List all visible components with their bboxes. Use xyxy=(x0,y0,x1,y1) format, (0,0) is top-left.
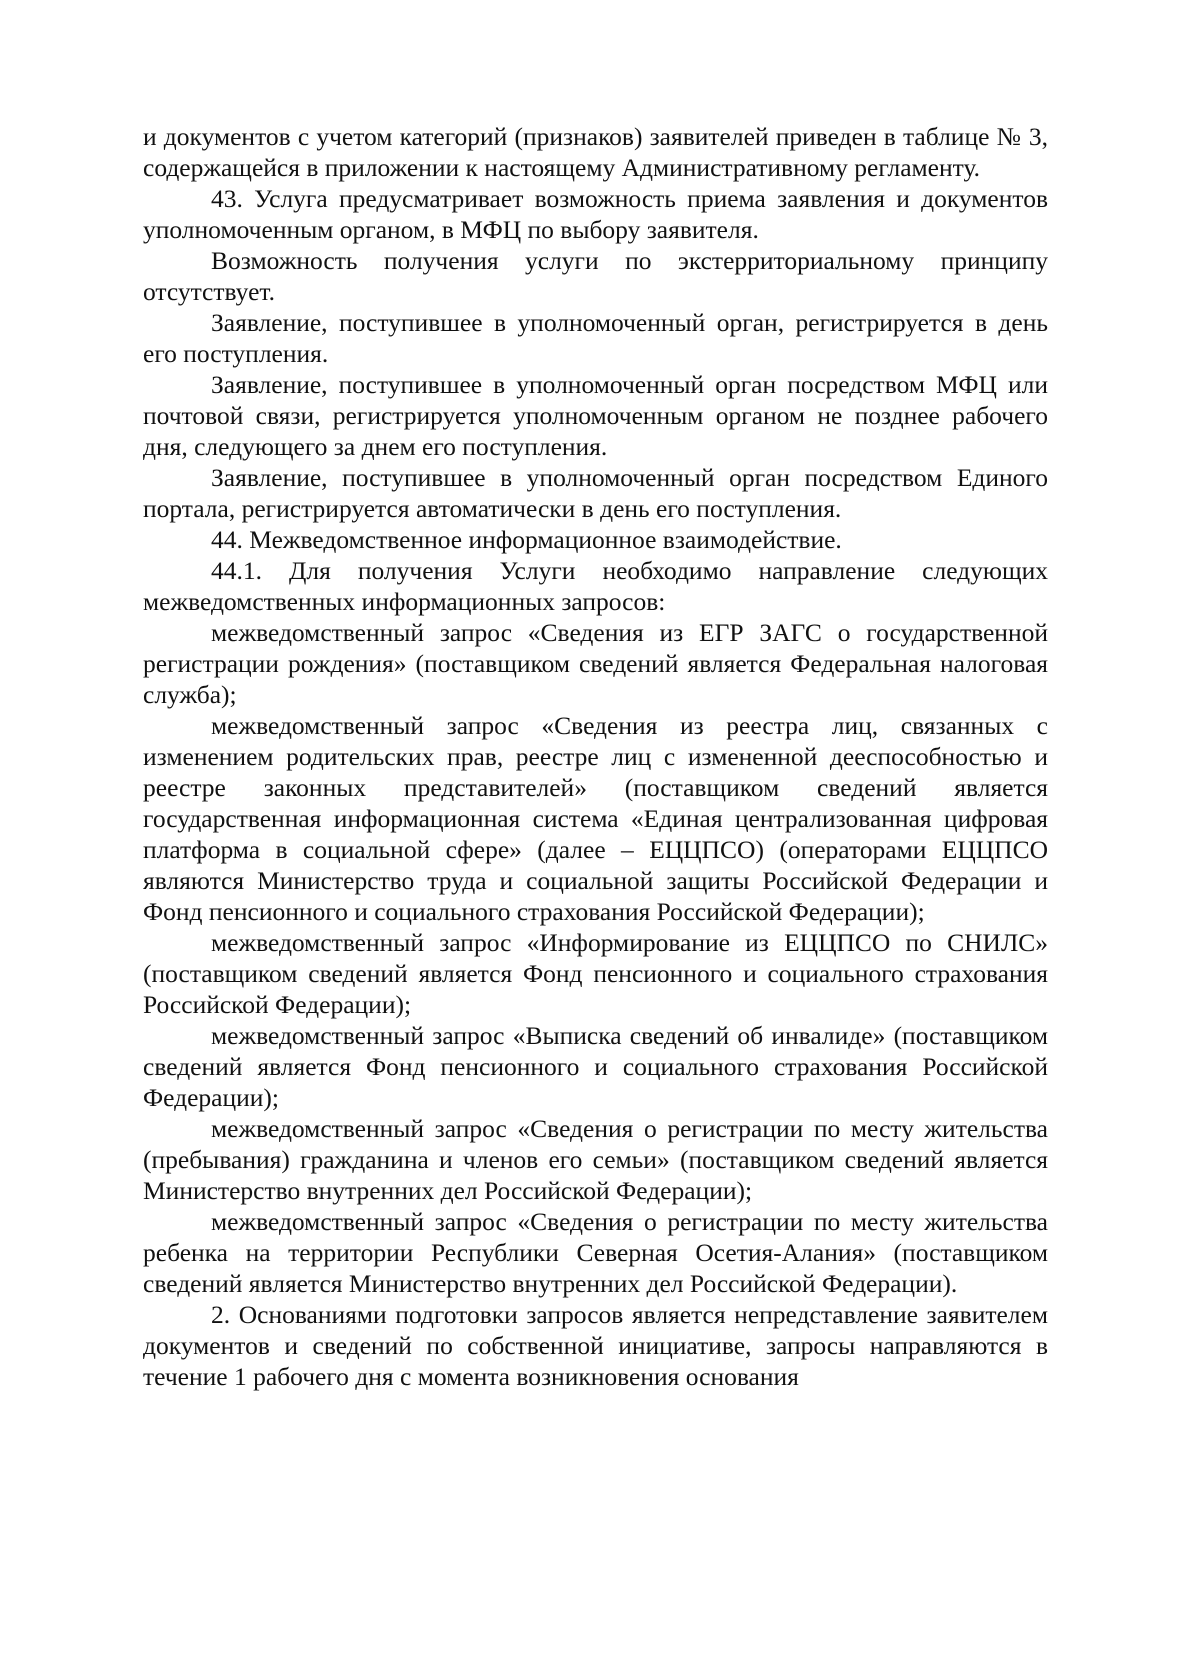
paragraph-registration-mfc: Заявление, поступившее в уполномоченный орган посредством МФЦ или почтовой связи, регистрируется уполномоченным органом не позднее рабочего дня, следующего за днем его поступления. xyxy=(143,370,1048,461)
paragraph-44-1: 44.1. Для получения Услуги необходимо направление следующих межведомственных информационных запросов: xyxy=(143,556,1048,616)
paragraph-registration-portal: Заявление, поступившее в уполномоченный орган посредством Единого портала, регистрируется автоматически в день его поступления. xyxy=(143,463,1048,523)
paragraph-43: 43. Услуга предусматривает возможность приема заявления и документов уполномоченным органом, в МФЦ по выбору заявителя. xyxy=(143,184,1048,244)
request-snils: межведомственный запрос «Информирование из ЕЦЦПСО по СНИЛС» (поставщиком сведений является Фонд пенсионного и социального страхования Российской Федерации); xyxy=(143,928,1048,1019)
request-residence-family: межведомственный запрос «Сведения о регистрации по месту жительства (пребывания) гражданина и членов его семьи» (поставщиком сведений является Министерство внутренних дел Российской Федерации); xyxy=(143,1114,1048,1205)
request-parental-rights-registry: межведомственный запрос «Сведения из реестра лиц, связанных с изменением родительских прав, реестре лиц с измененной дееспособностью и реестре законных представителей» (поставщиком сведений является государственная информационная система «Единая централизованная цифровая платформа в социальной сфере» (далее – ЕЦЦПСО) (операторами ЕЦЦПСО являются Министерство труда и социальной защиты Российской Федерации и Фонд пенсионного и социального страхования Российской Федерации); xyxy=(143,711,1048,926)
document-body xyxy=(143,121,1048,1392)
paragraph-2-grounds: 2. Основаниями подготовки запросов является непредставление заявителем документов и сведений по собственной инициативе, запросы направляются в течение 1 рабочего дня с момента возникновения основания xyxy=(143,1300,1048,1391)
request-disability: межведомственный запрос «Выписка сведений об инвалиде» (поставщиком сведений является Фонд пенсионного и социального страхования Российской Федерации); xyxy=(143,1021,1048,1112)
paragraph-registration-same-day: Заявление, поступившее в уполномоченный орган, регистрируется в день его поступления. xyxy=(143,308,1048,368)
paragraph-continuation: и документов с учетом категорий (признаков) заявителей приведен в таблице № 3, содержащейся в приложении к настоящему Административному регламенту. xyxy=(143,122,1048,182)
paragraph-extraterritorial: Возможность получения услуги по экстерриториальному принципу отсутствует. xyxy=(143,246,1048,306)
request-residence-child: межведомственный запрос «Сведения о регистрации по месту жительства ребенка на территории Республики Северная Осетия-Алания» (поставщиком сведений является Министерство внутренних дел Российской Федерации). xyxy=(143,1207,1048,1298)
request-egr-zags: межведомственный запрос «Сведения из ЕГР ЗАГС о государственной регистрации рождения» (поставщиком сведений является Федеральная налоговая служба); xyxy=(143,618,1048,709)
paragraph-44: 44. Межведомственное информационное взаимодействие. xyxy=(211,525,842,554)
